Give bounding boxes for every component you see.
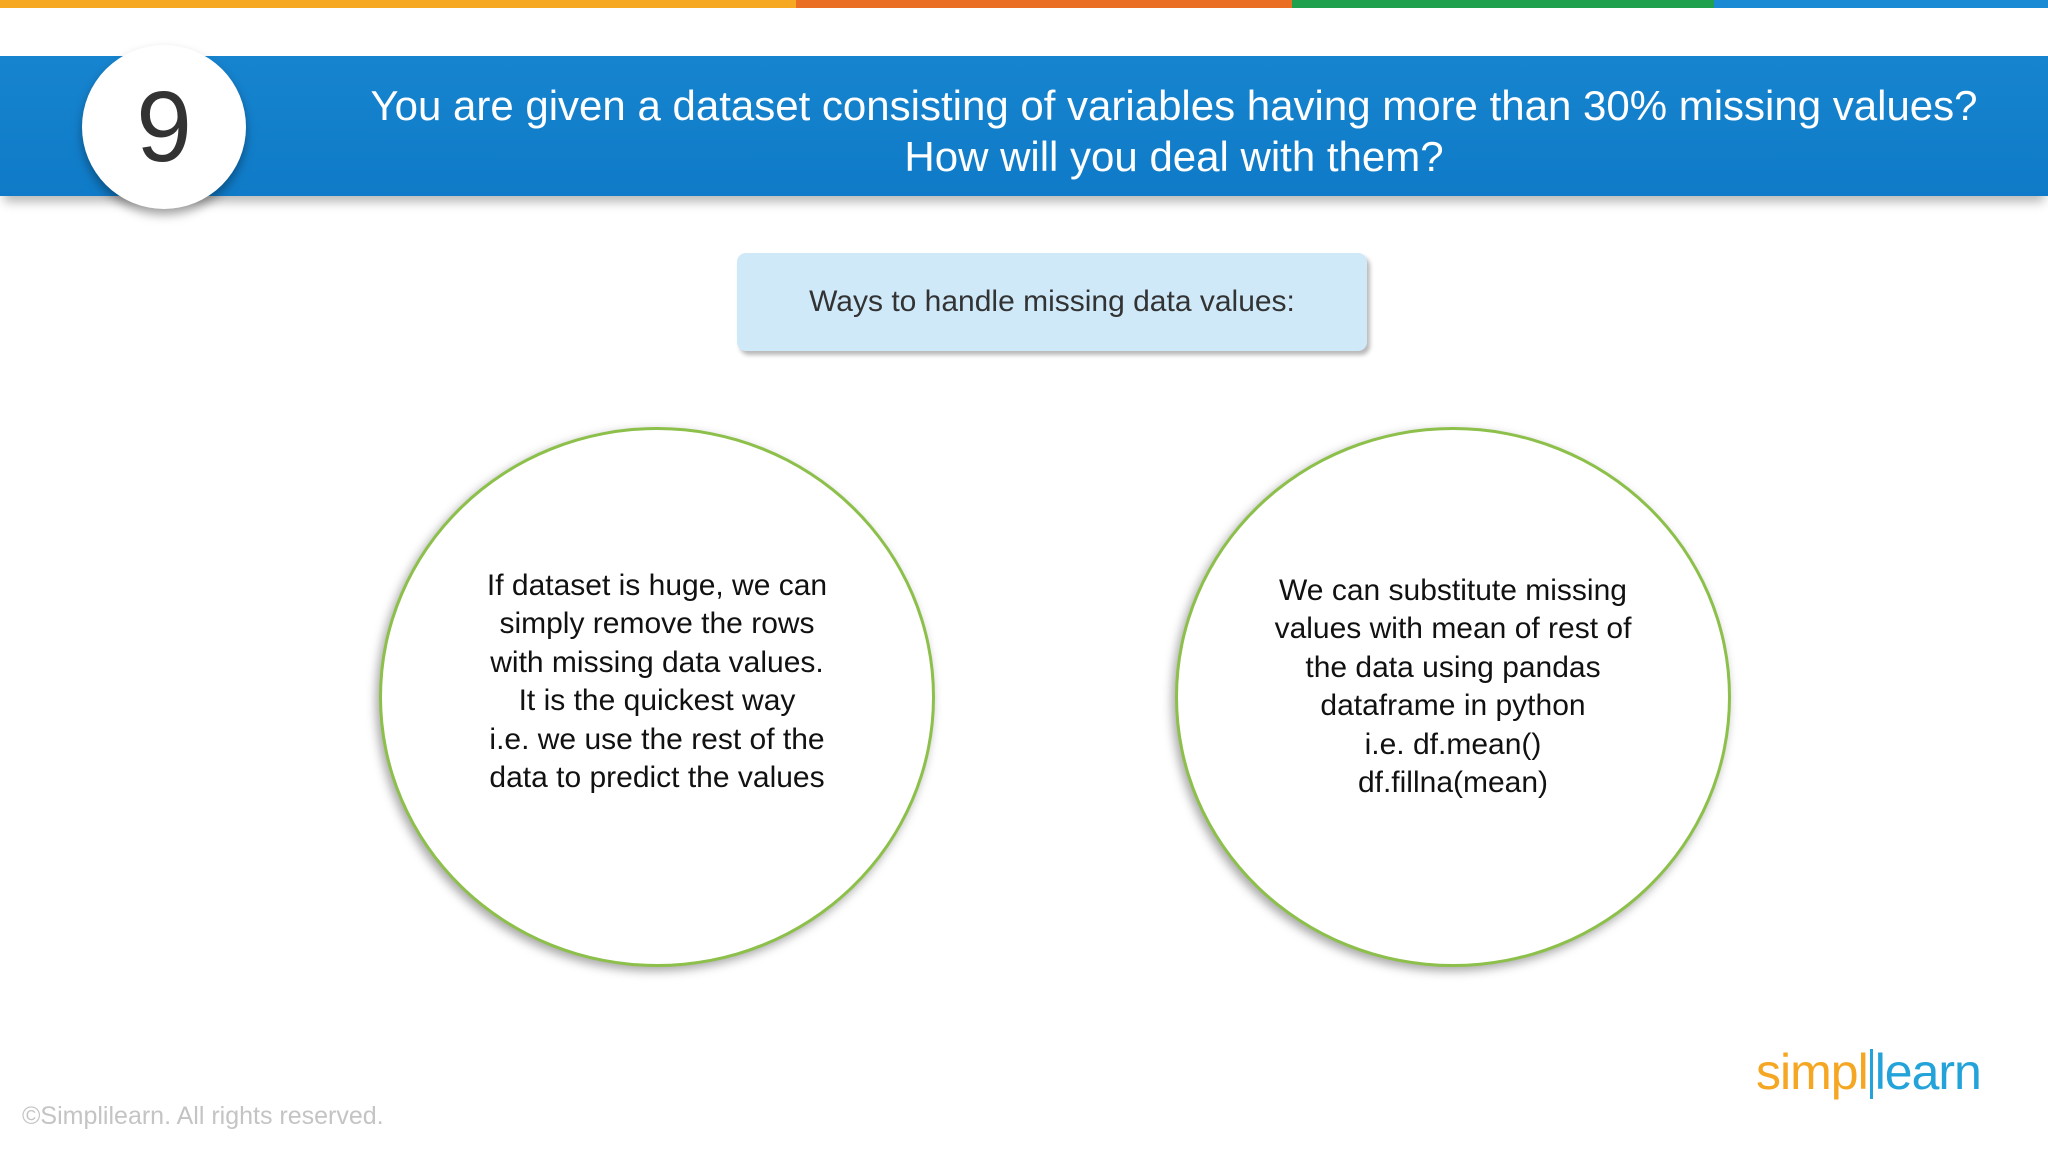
question-banner: [0, 56, 2048, 196]
top-bar-segment-blue: [1714, 0, 2048, 8]
option-text-substitute-mean: We can substitute missing values with mean of rest of the data using pandas dataframe in python i.e. df.mean() df.fillna(mean): [1274, 573, 1632, 799]
top-bar-segment-green: [1292, 0, 1714, 8]
question-title: You are given a dataset consisting of variables having more than 30% missing values? How will you deal with them?: [370, 82, 1978, 180]
logo-part-simpl: simpl: [1756, 1044, 1868, 1100]
option-circle-remove-rows: [379, 427, 935, 967]
top-color-bar: [0, 0, 2048, 8]
simplilearn-logo: [1756, 1042, 1986, 1102]
callout-text: Ways to handle missing data values:: [809, 285, 1295, 318]
callout-box: [737, 253, 1367, 351]
top-bar-segment-orange: [0, 0, 796, 8]
copyright-footer: ©Simplilearn. All rights reserved.: [22, 1102, 384, 1130]
top-bar-segment-dark-orange: [796, 0, 1292, 8]
logo-wordmark: [1756, 1044, 1981, 1100]
question-number-badge: 9: [82, 45, 246, 209]
logo-divider-icon: [1870, 1049, 1873, 1099]
logo-part-learn: learn: [1874, 1044, 1981, 1100]
option-text-remove-rows: If dataset is huge, we can simply remove the rows with missing data values. It is the quickest way i.e. we use the rest of the data to predict the values: [486, 568, 828, 794]
option-circle-substitute-mean: [1175, 427, 1731, 967]
